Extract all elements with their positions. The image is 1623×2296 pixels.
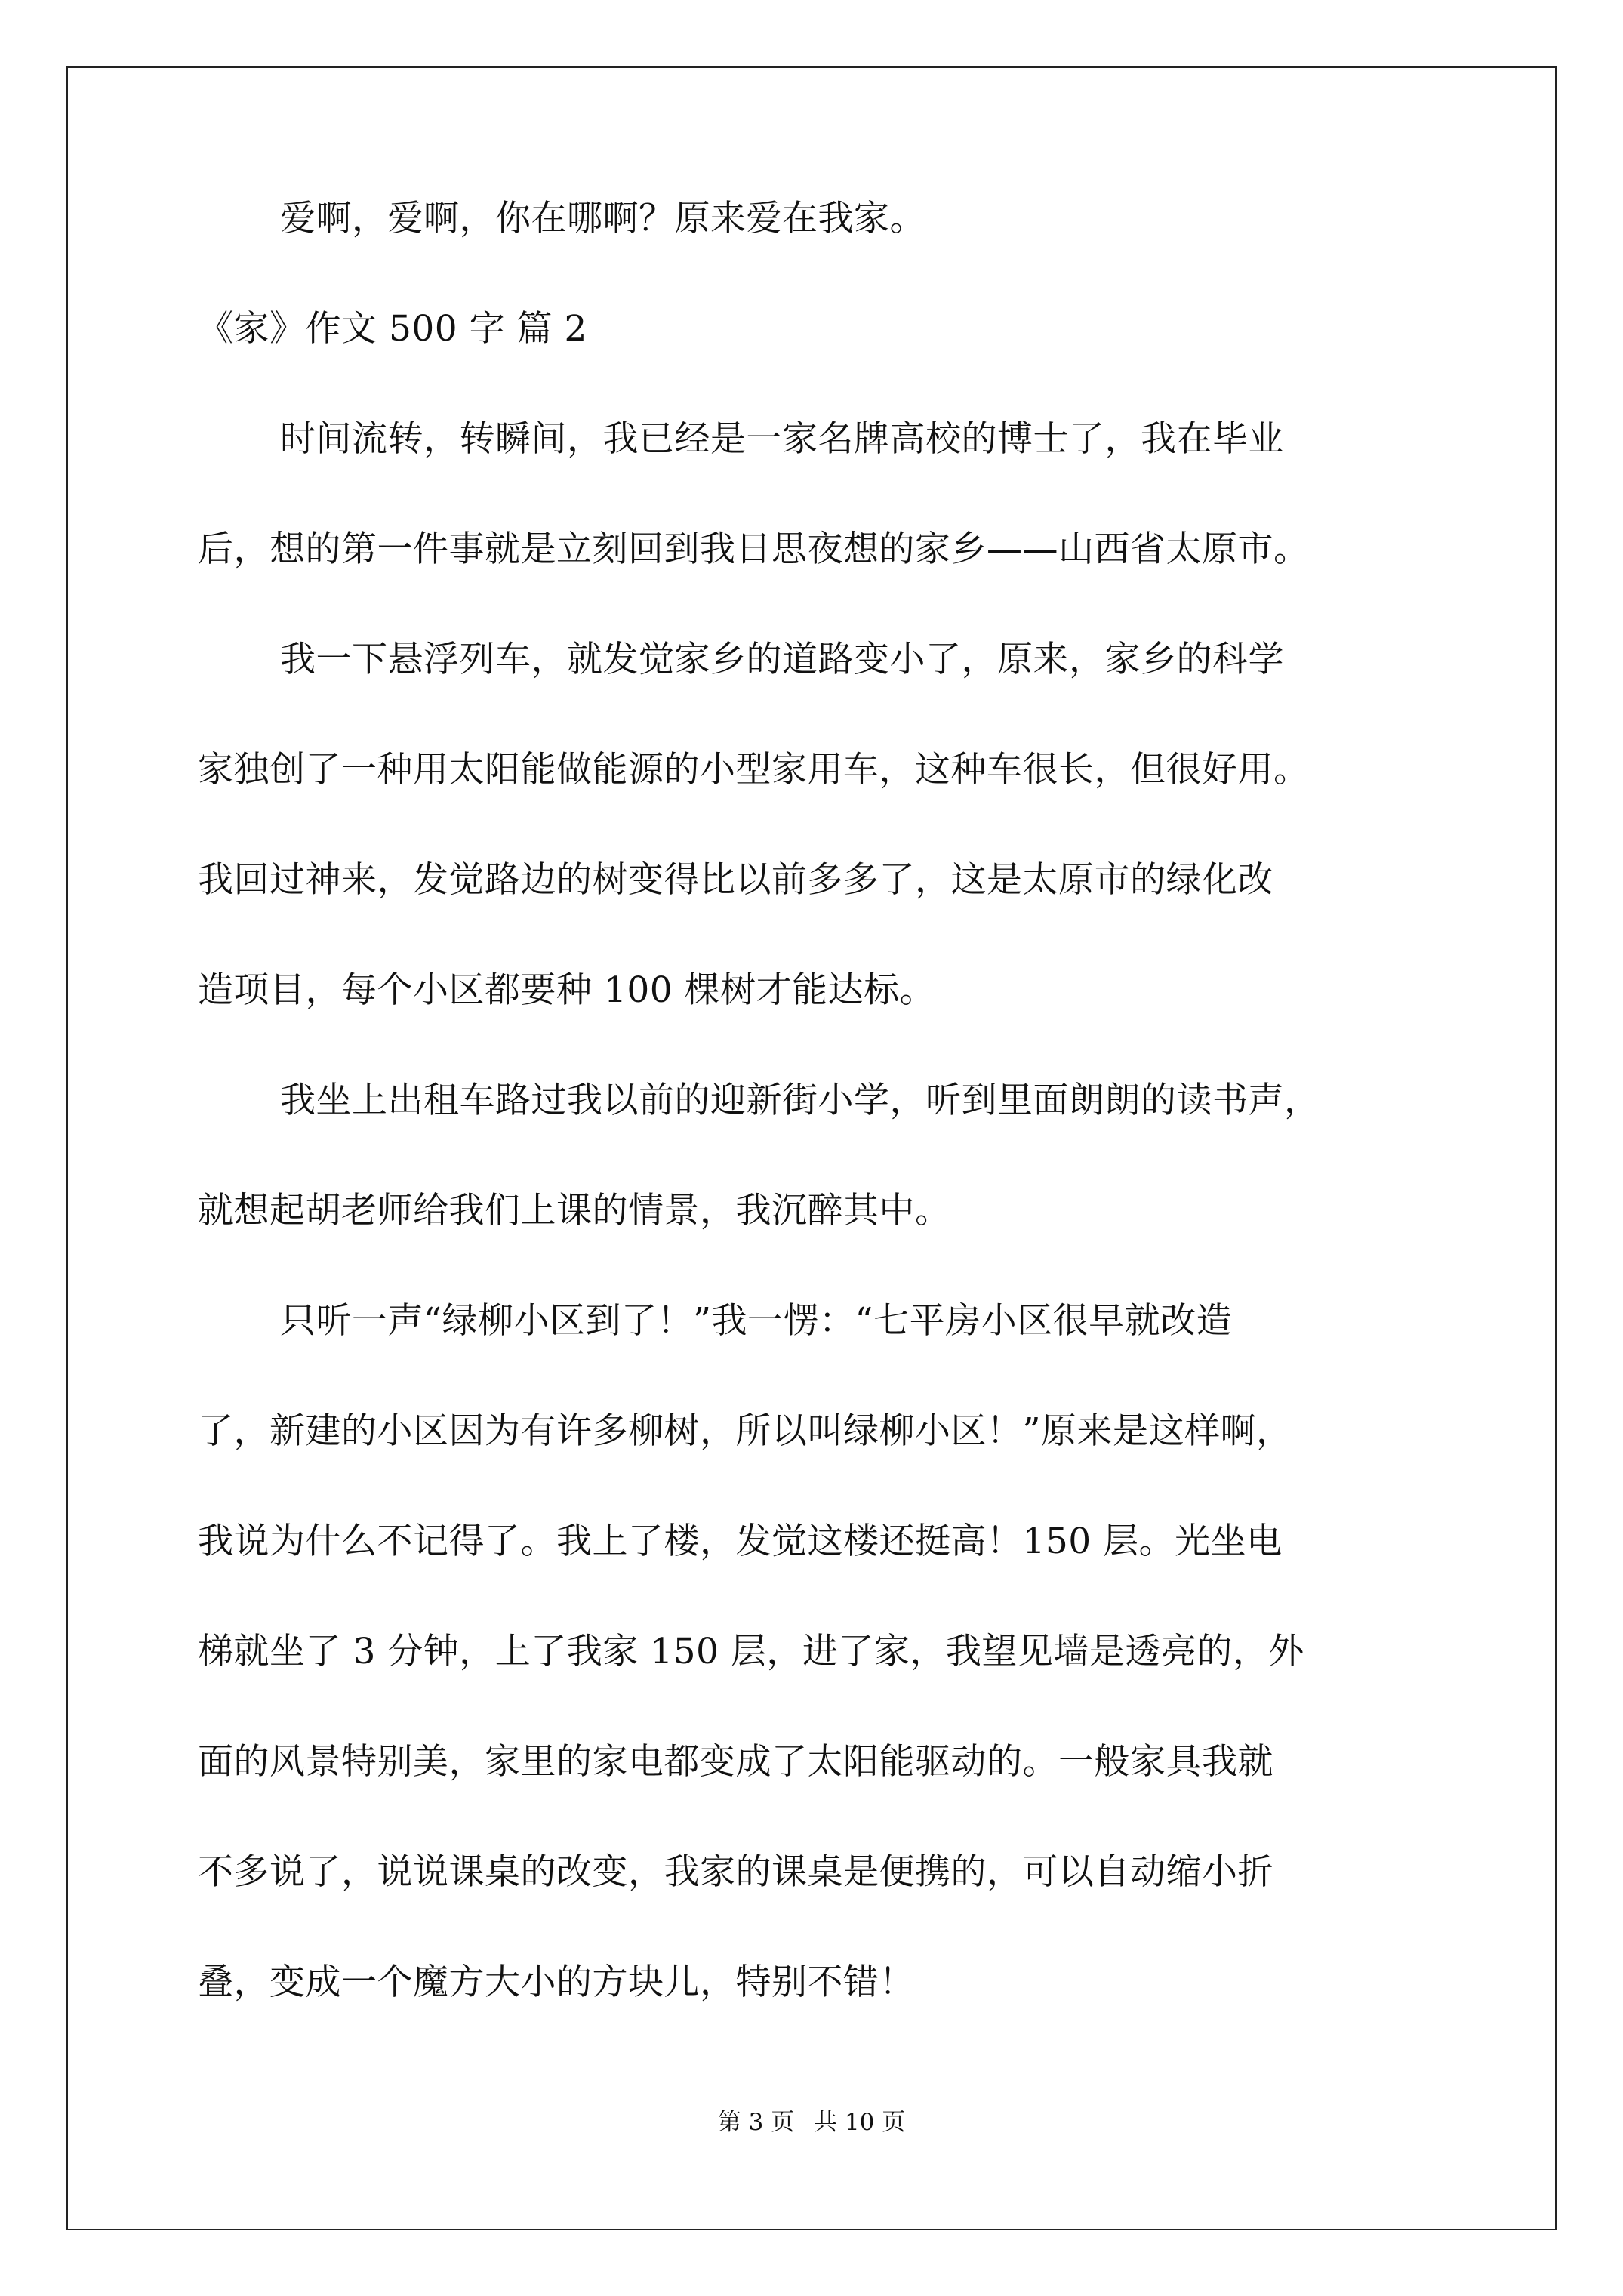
paragraph-line: 叠，变成一个魔方大小的方块儿，特别不错！	[198, 1962, 915, 2003]
paragraph-line: 我一下悬浮列车，就发觉家乡的道路变小了，原来，家乡的科学	[280, 639, 1284, 680]
document-body	[198, 198, 1436, 2075]
paragraph-line: 我说为什么不记得了。我上了楼，发觉这楼还挺高！150 层。光坐电	[198, 1521, 1283, 1562]
paragraph-line: 面的风景特别美，家里的家电都变成了太阳能驱动的。一般家具我就	[198, 1741, 1273, 1783]
page-footer	[0, 2111, 1623, 2134]
paragraph-line: 我回过神来，发觉路边的树变得比以前多多了，这是太原市的绿化改	[198, 859, 1273, 901]
paragraph-line: 后，想的第一件事就是立刻回到我日思夜想的家乡——山西省太原市。	[198, 529, 1310, 570]
paragraph-line: 就想起胡老师给我们上课的情景，我沉醉其中。	[198, 1190, 951, 1231]
paragraph-line: 了，新建的小区因为有许多柳树，所以叫绿柳小区！”原来是这样啊，	[198, 1410, 1292, 1452]
section-heading: 《家》作文 500 字 篇 2	[198, 308, 587, 350]
paragraph-line: 我坐上出租车路过我以前的迎新街小学，听到里面朗朗的读书声，	[280, 1080, 1320, 1121]
paragraph-line: 梯就坐了 3 分钟，上了我家 150 层，进了家，我望见墙是透亮的，外	[198, 1631, 1304, 1672]
paragraph-line: 只听一声“绿柳小区到了！”我一愣：“七平房小区很早就改造	[280, 1300, 1233, 1342]
paragraph-line: 造项目，每个小区都要种 100 棵树才能达标。	[198, 969, 936, 1011]
paragraph-line: 不多说了，说说课桌的改变，我家的课桌是便携的，可以自动缩小折	[198, 1851, 1273, 1893]
page-number: 第 3 页	[717, 2109, 795, 2136]
page-total: 共 10 页	[814, 2109, 906, 2136]
paragraph-line: 爱啊，爱啊，你在哪啊？原来爱在我家。	[280, 198, 925, 239]
paragraph-line: 家独创了一种用太阳能做能源的小型家用车，这种车很长，但很好用。	[198, 749, 1310, 791]
paragraph-line: 时间流转，转瞬间，我已经是一家名牌高校的博士了，我在毕业	[280, 418, 1284, 460]
